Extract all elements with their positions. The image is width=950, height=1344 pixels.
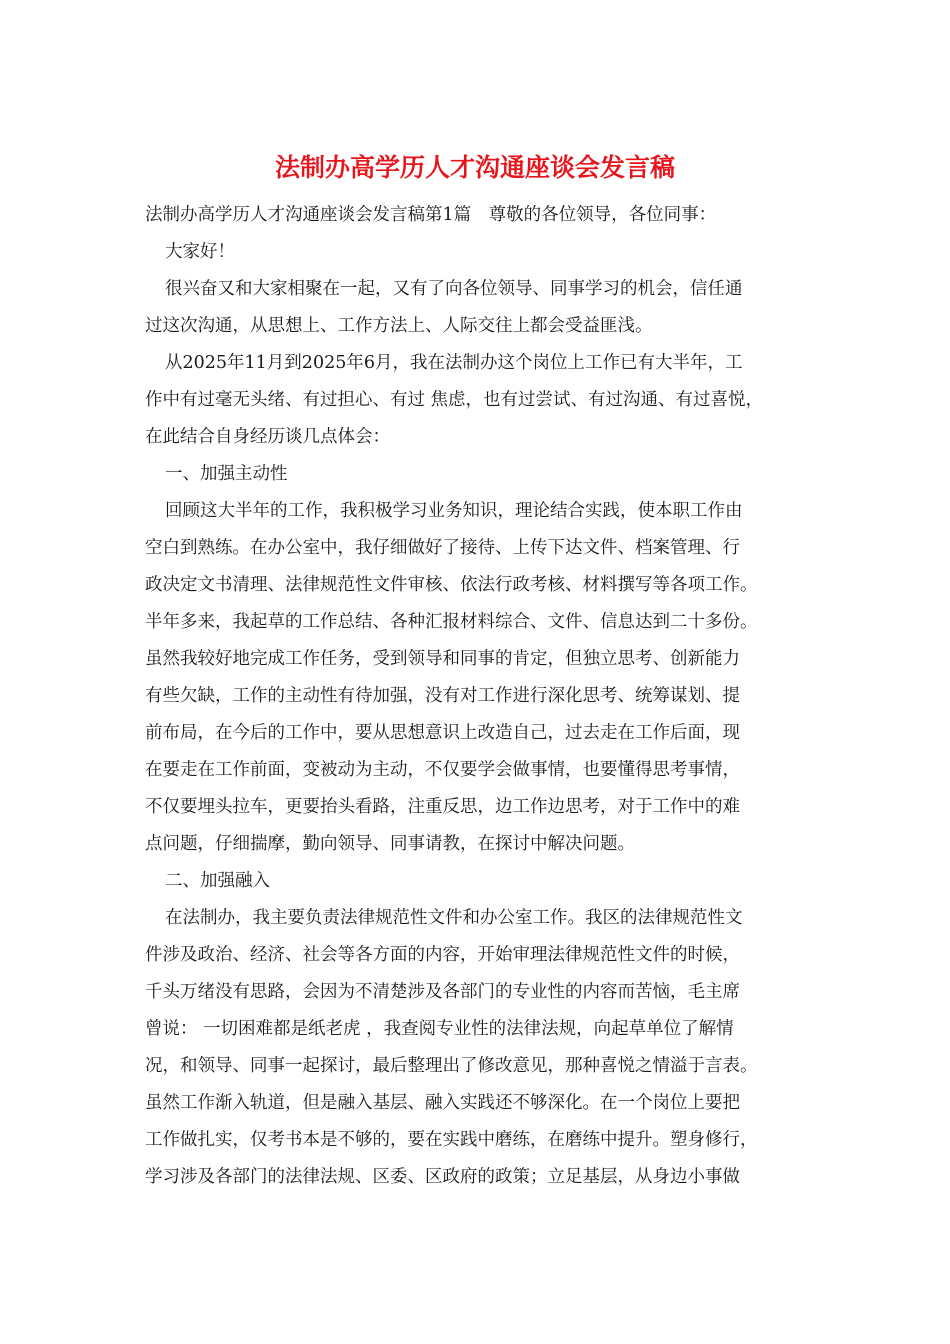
body-line: 学习涉及各部门的法律法规、区委、区政府的政策；立足基层，从身边小事做 — [145, 1167, 740, 1187]
body-line: 很兴奋又和大家相聚在一起，又有了向各位领导、同事学习的机会，信任通 — [165, 279, 743, 299]
body-line: 二、加强融入 — [165, 871, 270, 891]
body-line: 政决定文书清理、法律规范性文件审核、依法行政考核、材料撰写等各项工作。 — [145, 575, 758, 595]
body-line: 虽然工作渐入轨道，但是融入基层、融入实践还不够深化。在一个岗位上要把 — [145, 1093, 740, 1113]
body-line: 大家好！ — [165, 242, 235, 262]
document-title: 法制办高学历人才沟通座谈会发言稿 — [274, 153, 675, 182]
body-line: 工作做扎实，仅考书本是不够的，要在实践中磨练，在磨练中提升。塑身修行， — [145, 1130, 758, 1150]
body-line: 空白到熟练。在办公室中，我仔细做好了接待、上传下达文件、档案管理、行 — [145, 538, 740, 558]
body-line: 有些欠缺，工作的主动性有待加强，没有对工作进行深化思考、统筹谋划、提 — [145, 686, 740, 706]
body-line: 一、加强主动性 — [165, 464, 288, 484]
body-line: 回顾这大半年的工作，我积极学习业务知识，理论结合实践，使本职工作由 — [165, 501, 743, 521]
body-line: 半年多来，我起草的工作总结、各种汇报材料综合、文件、信息达到二十多份。 — [145, 612, 758, 632]
body-line: 作中有过毫无头绪、有过担心、有过 焦虑，也有过尝试、有过沟通、有过喜悦， — [145, 390, 764, 410]
body-line: 法制办高学历人才沟通座谈会发言稿第1篇 尊敬的各位领导，各位同事： — [145, 205, 717, 225]
body-line: 从2025年11月到2025年6月，我在法制办这个岗位上工作已有大半年，工 — [165, 353, 743, 373]
body-line: 曾说： 一切困难都是纸老虎 ，我查阅专业性的法律法规，向起草单位了解情 — [145, 1019, 734, 1039]
body-line: 虽然我较好地完成工作任务，受到领导和同事的肯定，但独立思考、创新能力 — [145, 649, 740, 669]
body-line: 点问题，仔细揣摩，勤向领导、同事请教，在探讨中解决问题。 — [145, 834, 635, 854]
document-body — [145, 197, 810, 1196]
body-line: 不仅要埋头拉车，更要抬头看路，注重反思，边工作边思考，对于工作中的难 — [145, 797, 740, 817]
body-line: 在法制办，我主要负责法律规范性文件和办公室工作。我区的法律规范性文 — [165, 908, 743, 928]
body-line: 况，和领导、同事一起探讨，最后整理出了修改意见，那种喜悦之情溢于言表。 — [145, 1056, 758, 1076]
body-line: 过这次沟通，从思想上、工作方法上、人际交往上都会受益匪浅。 — [145, 316, 653, 336]
body-line: 件涉及政治、经济、社会等各方面的内容，开始审理法律规范性文件的时候， — [145, 945, 740, 965]
body-line: 在要走在工作前面，变被动为主动，不仅要学会做事情，也要懂得思考事情， — [145, 760, 740, 780]
body-line: 在此结合自身经历谈几点体会： — [145, 427, 390, 447]
body-line: 前布局，在今后的工作中，要从思想意识上改造自己，过去走在工作后面，现 — [145, 723, 740, 743]
body-line: 千头万绪没有思路，会因为不清楚涉及各部门的专业性的内容而苦恼，毛主席 — [145, 982, 740, 1002]
